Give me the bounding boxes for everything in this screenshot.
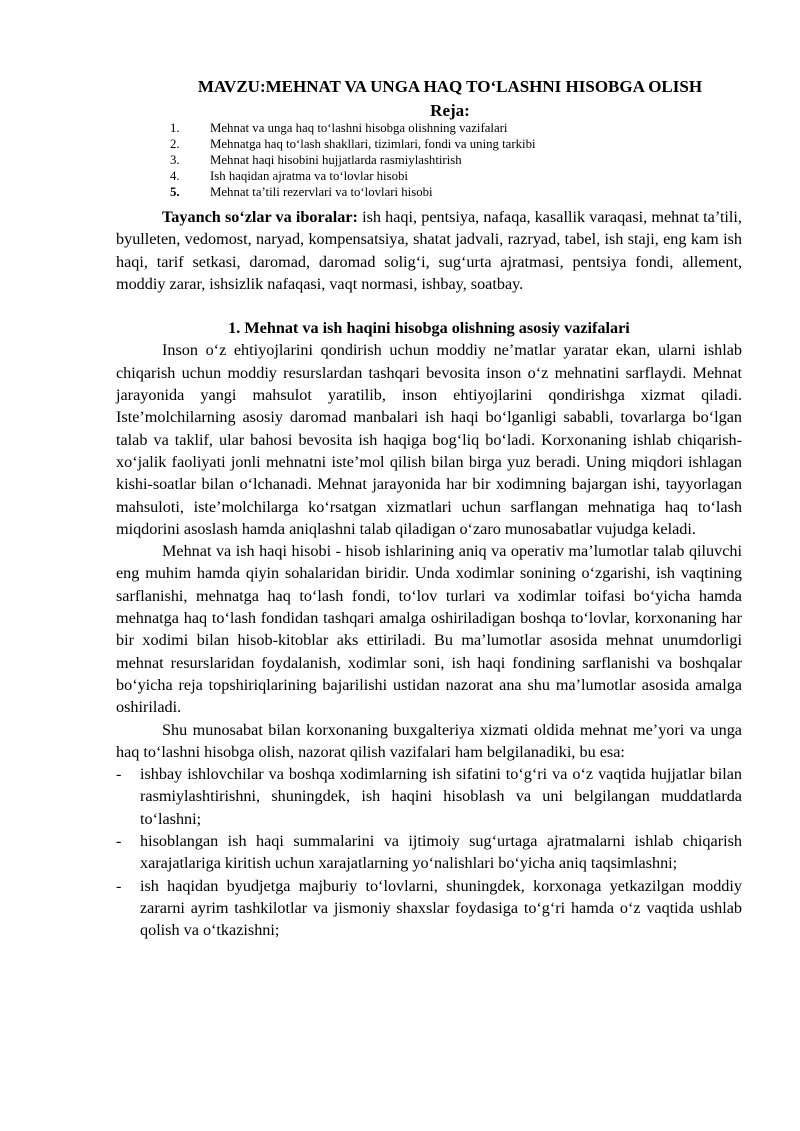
keywords-paragraph: [116, 206, 742, 295]
plan-item-number: 3.: [170, 153, 180, 167]
document-body: [116, 206, 742, 942]
plan-item-text: Mehnat ta’tili rezervlari va to‘lovlari hisobi: [210, 185, 433, 199]
plan-list: [170, 120, 730, 200]
plan-item-number: 5.: [170, 185, 180, 199]
task-item: [116, 875, 742, 942]
task-text: hisoblangan ish haqi summalarini va ijtimoiy sug‘urtaga ajratmalarni ishlab chiqarish xarajatlariga kiritish uchun xarajatlarning yo‘nalishlari bo‘yicha aniq taqsimlashni;: [140, 832, 742, 873]
body-paragraph: Inson o‘z ehtiyojlarini qondirish uchun moddiy ne’matlar yaratar ekan, ularni ishlab chiqarish uchun moddiy resurslardan tashqari bevosita inson o‘z mehnatini sarflaydi. Mehnat jarayonida yangi mahsulot yaratilib, inson ehtiyojlarini qondirishga xizmat qiladi. Iste’molchilarning asosiy daromad manbalari ish haqi bo‘lganligi sababli, tovarlarga bo‘lgan talab va taklif, ular bahosi bevosita ish haqiga bog‘liq bo‘ladi. Korxonaning ishlab chiqarish-xo‘jalik faoliyati jonli mehnatni iste’mol qilish bilan birga yuz beradi. Uning miqdori ishlagan kishi-soatlar bilan o‘lchanadi. Mehnat jarayonida har bir xodimning bajargan ishi, tayyorlagan mahsuloti, iste’molchilarga ko‘rsatgan xizmatlari uchun sarflangan mehnatiga haq to‘lash miqdorini asoslash hamda aniqlashni talab qiladigan o‘zaro munosabatlar vujudga keladi.: [116, 341, 742, 538]
task-item: [116, 763, 742, 830]
dash-marker: -: [116, 765, 122, 784]
plan-heading: Reja:: [430, 101, 470, 120]
plan-item-number: 4.: [170, 169, 180, 183]
keywords-label: Tayanch so‘zlar va iboralar:: [162, 208, 358, 226]
document-title: MAVZU:MEHNAT VA UNGA HAQ TO‘LASHNI HISOBGA OLISH: [197, 77, 703, 96]
body-paragraph: Shu munosabat bilan korxonaning buxgalteriya xizmati oldida mehnat me’yori va unga haq to‘lashni hisobga olish, nazorat qilish vazifalari ham belgilanadiki, bu esa:: [116, 720, 742, 761]
plan-item-text: Mehnat haqi hisobini hujjatlarda rasmiylashtirish: [210, 153, 462, 167]
keywords-text: ish haqi, pentsiya, nafaqa, kasallik varaqasi, mehnat ta’tili, byulleten, vedomost, naryad, kompensatsiya, shatat jadvali, razryad, tabel, ish staji, eng kam ish haqi, tarif setkasi, daromad, daromad solig‘i, sug‘urta ajratmasi, pentsiya fondi, allement, moddiy zarar, ishsizlik nafaqasi, vaqt normasi, ishbay, soatbay.: [116, 208, 742, 293]
plan-item-text: Mehnatga haq to‘lash shakllari, tizimlari, fondi va uning tarkibi: [210, 137, 536, 151]
task-text: ish haqidan byudjetga majburiy to‘lovlarni, shuningdek, korxonaga yetkazilgan moddiy zararni ayrim tashkilotlar va jismoniy shaxslar foydasiga to‘g‘ri hamda o‘z vaqtida ushlab qolish va o‘tkazishni;: [140, 876, 742, 940]
task-item: [116, 830, 742, 875]
tasks-list: [116, 763, 742, 941]
plan-item-number: 2.: [170, 137, 180, 151]
dash-marker: -: [116, 876, 122, 895]
task-text: ishbay ishlovchilar va boshqa xodimlarning ish sifatini to‘g‘ri va o‘z vaqtida hujjatlar bilan rasmiylashtirishni, shuningdek, ish haqini hisoblash va uni belgilangan muddatlarda to‘lashni;: [140, 765, 742, 828]
plan-item-text: Ish haqidan ajratma va to‘lovlar hisobi: [210, 169, 408, 183]
plan-item-text: Mehnat va unga haq to‘lashni hisobga olishning vazifalari: [210, 121, 508, 135]
plan-item: [170, 136, 730, 152]
plan-item: [170, 152, 730, 168]
plan-item-number: 1.: [170, 121, 180, 135]
plan-item: [170, 168, 730, 184]
body-paragraph: Mehnat va ish haqi hisobi - hisob ishlarining aniq va operativ ma’lumotlar talab qiluvchi eng muhim hamda qiyin sohalaridan biridir. Unda xodimlar sonining o‘zgarishi, ish vaqtining sarflanishi, mehnatga haq to‘lash fondi, to‘lov turlari va xodimlar toifasi bo‘yicha hamda mehnatga haq to‘lash fondidan tashqari amalga oshiriladigan boshqa to‘lovlar, korxonaning har bir xodimi bilan hisob-kitoblar aks ettiriladi. Bu ma’lumotlar asosida mehnat unumdorligi mehnat resurslaridan foydalanish, xodimlar soni, ish haqi fondining sarflanishi va boshqalar bo‘yicha reja topshiriqlarining bajarilishi ustidan nazorat ana shu ma’lumotlar asosida amalga oshiriladi.: [116, 542, 742, 717]
plan-item: [170, 120, 730, 136]
plan-item: [170, 184, 730, 200]
section-heading: 1. Mehnat va ish haqini hisobga olishning asosiy vazifalari: [228, 319, 630, 338]
dash-marker: -: [116, 832, 122, 851]
